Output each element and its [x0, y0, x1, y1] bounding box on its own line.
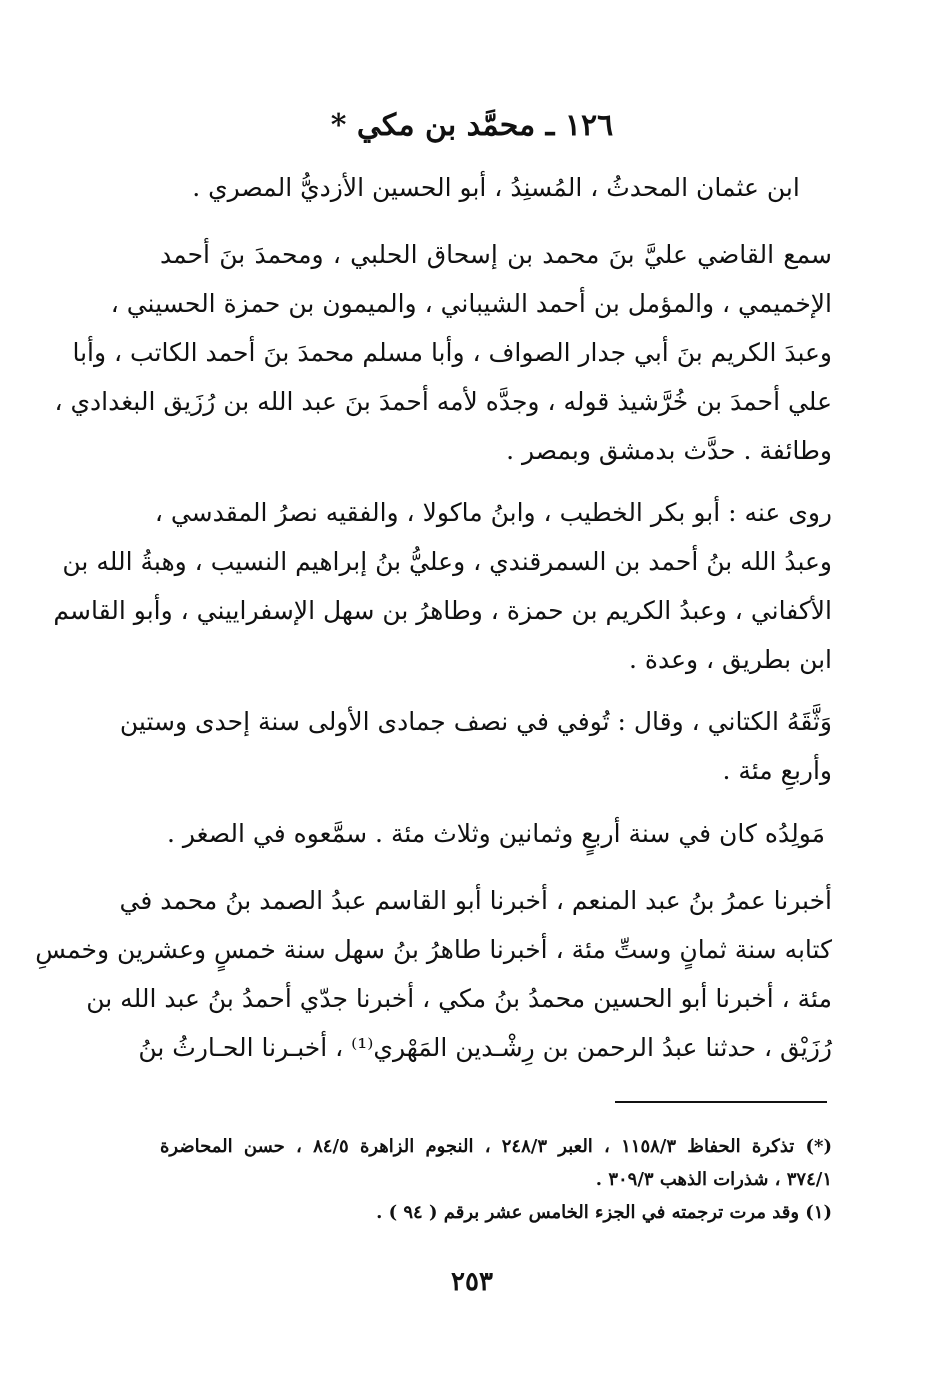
text-line: ابن عثمان المحدثُ ، المُسنِدُ ، أبو الحسين الأزديُّ المصري .: [192, 173, 800, 202]
text-line: وعبدَ الكريم بنَ أبي جدار الصواف ، وأبا مسلم محمدَ بنَ أحمد الكاتب ، وأبا: [72, 338, 832, 367]
entry-title: ١٢٦ ـ محمَّد بن مكي *: [330, 108, 614, 143]
text-line: الأكفاني ، وعبدُ الكريم بن حمزة ، وطاهرُ بن سهل الإسفراييني ، وأبو القاسم: [53, 596, 832, 625]
text-line: سمع القاضي عليَّ بنَ محمد بن إسحاق الحلبي ، ومحمدَ بنَ أحمد: [160, 240, 832, 269]
footnote-line: (*) تذكرة الحفاظ ١١٥٨/٣ ، العبر ٢٤٨/٣ ، النجوم الزاهرة ٨٤/٥ ، حسن المحاضرة: [160, 1136, 832, 1157]
footnotes: [160, 1130, 832, 1229]
footnote-separator: [615, 1101, 827, 1103]
text-line: رُزَيْق ، حدثنا عبدُ الرحمن بن رِشْـدين المَهْري⁽¹⁾ ، أخبـرنا الحـارثُ بنُ: [138, 1033, 832, 1062]
para-heard: [54, 230, 832, 475]
footnote-line: ٣٧٤/١ ، شذرات الذهب ٣٠٩/٣ .: [595, 1169, 832, 1190]
text-line: الإخميمي ، والمؤمل بن أحمد الشيباني ، والميمون بن حمزة الحسيني ،: [110, 289, 832, 318]
para-intro: [160, 163, 832, 212]
text-line: ابن بطريق ، وعدة .: [628, 645, 832, 674]
footnote-line: (١) وقد مرت ترجمته في الجزء الخامس عشر برقم ( ٩٤ ) .: [376, 1202, 832, 1223]
text-line: وطائفة . حدَّث بدمشق وبمصر .: [506, 436, 832, 465]
text-line: علي أحمدَ بن خُرَّشيذ قوله ، وجدَّه لأمه أحمدَ بنَ عبد الله بن رُزَيق البغدادي ،: [54, 387, 832, 416]
text-line: مَولِدُه كان في سنة أربعٍ وثمانين وثلاث مئة . سمَّعوه في الصغر .: [166, 819, 826, 848]
page-number: ٢٥٣: [451, 1267, 493, 1297]
text-line: وَثَّقَهُ الكتاني ، وقال : تُوفي في نصف جمادى الأولى سنة إحدى وستين: [119, 707, 832, 736]
text-line: مئة ، أخبرنا أبو الحسين محمدُ بنُ مكي ، أخبرنا جدّي أحمدُ بنُ عبد الله بن: [86, 984, 832, 1013]
para-trust: [119, 697, 832, 795]
text-line: أخبرنا عمرُ بنُ عبد المنعم ، أخبرنا أبو القاسم عبدُ الصمد بنُ محمد في: [119, 886, 832, 915]
para-birth: [160, 809, 832, 858]
text-line: وعبدُ الله بنُ أحمد بن السمرقندي ، وعليُّ بنُ إبراهيم النسيب ، وهبةُ الله بن: [62, 547, 832, 576]
text-line: كتابه سنة ثمانٍ وستِّ مئة ، أخبرنا طاهرُ بنُ سهل سنة خمسٍ وعشرين وخمسِ: [35, 935, 832, 964]
para-chain: [35, 876, 832, 1072]
para-narrated: [53, 488, 832, 684]
text-line: روى عنه : أبو بكر الخطيب ، وابنُ ماكولا ، والفقيه نصرُ المقدسي ،: [154, 498, 832, 527]
text-line: وأربعِ مئة .: [722, 756, 832, 785]
